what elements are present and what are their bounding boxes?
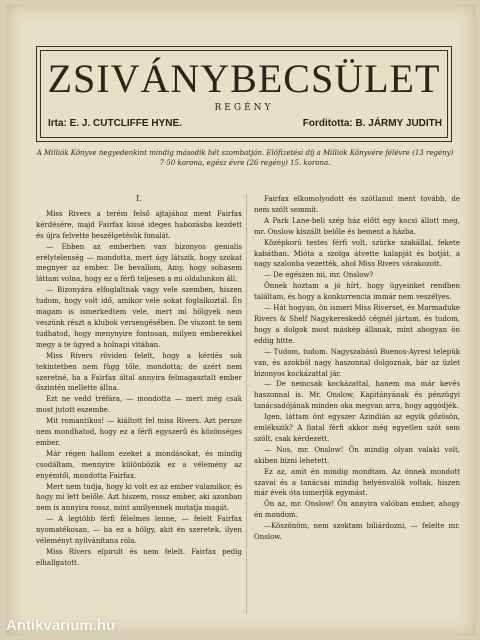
paragraph: Miss Rivers a terém felső ajtajához ment Fairfax kérdésére, majd Fairfax kissé ideges habozásba kezdett és újra felvette beszélgetésük fonalát.: [36, 209, 242, 240]
subscription-notice: A Milliók Könyve negyedenkint mindig második hét szombatján. Előfizetési díj a Milliók Könyvére félévre (13 regény) 7·50 korona, egész évre (26 regény) 15. korona.: [36, 149, 454, 167]
paragraph: Már régen hallom ezeket a mondásokat, és mindig csodáltam, mennyire különbözik ez a vélemény az enyémtől, mondotta Fairfax.: [36, 449, 242, 480]
paragraph: Mit romantikus! — kiáltott fel miss Rivers. Azt persze nem mondhatod, hogy ez a férfi egyszerű és közönséges ember.: [36, 417, 242, 447]
paragraph: Ön az, mr. Onslow! Ön annyira valóban ember, ahogy én mondom.: [254, 500, 460, 520]
paragraph: — De nemcsak kockázattal, hanem ma már kevés haszonnal is. Mr. Onslow, Kapitányának és pénzügyi tanácsadójának minden oka megvan arra, hogy aggódjék.: [254, 380, 460, 411]
paragraph: A Park Lane-beli szép ház előtt egy kocsi állott meg, mr. Onslow kiszállt belőle és bement a házba.: [254, 216, 460, 236]
paragraph: Fairfax elkomolyodott és szótlanul ment tovább, de nem szólt semmit.: [254, 195, 460, 214]
genre-label: REGÉNY: [214, 103, 274, 113]
paragraph: — A legtöbb férfi félelmes lenne, — felelt Fairfax nyomatékosan, — ha ez a hölgy, akit én szeretek, ilyen véleményt nyilvánítana róla.: [36, 515, 242, 546]
paragraph: — Tudom, tudom. Nagyszabású Buenos-Ayresi telepük van, és azokból nagy haszonnal dolgoznak, bár az üzlet bizonyos kockázattal jár.: [254, 347, 460, 378]
translator-credit: Forditotta: B. JÁRMY JUDITH: [302, 118, 442, 129]
paragraph: Miss Rivers elpirult és nem felelt. Fairfax pedig elhallgatott.: [36, 548, 242, 567]
document-page: [6, 4, 476, 636]
paragraph: Mert nem tudja, hogy ki volt ez az ember valamikor, és hogy mi lett belőle. Azt hiszem, rossz ember, aki azonban nem is annyira rossz, mint amilyennek mutatja magát.: [36, 482, 242, 513]
paragraph: Ez az, amit én mindig mondtam. Az önnek mondott szavai és a tanácsai mindig helyénvalók voltak, hiszen már évek óta ismerjük egymást.: [254, 467, 460, 498]
paragraph: — De egészen mi, mr. Onslow?: [264, 271, 374, 280]
text-column-right: [254, 194, 460, 624]
paragraph: — Nos, mr. Onslow! Ön mindig olyan valaki volt, akiben bízni lehetett.: [254, 445, 460, 465]
paragraph: — Ebben az emberben van bizonyos genialis erélytelenség — mondotta, mert úgy látszik, hogy szokat megnyer az ember. De bevallom, Amy, hogy sohasem láttam volna, hogy ez a férfi teljesen a mi oldalunkon áll.: [36, 242, 242, 284]
paragraph: — Bizonyára elfoglaltnak vagy vele szemben, hiszen tudom, hogy volt idő, amikor vele sokat foglalkoztál. Én magam is ismerkedtem vele, mert mi hölgyek nem veszünk részt a klubok versengésében. De viszont te sem tudhatod, hogy menynyire fontosan, milyen emberekkel megy a te ügyed a holnapi vitában.: [36, 286, 242, 349]
paragraph: —Köszönöm, nem szoktam biliárdozni, — felelte mr. Onslow.: [254, 522, 460, 542]
paragraph: Ezt ne vedd tréfára, — mondotta — mert még csak most jutott eszembe.: [36, 395, 242, 415]
page-title: ZSIVÁNYBECSÜLET: [47, 56, 441, 101]
paragraph: Középkorú testes férfi volt, szürke szakállal, fekete kabátban. Mióta a szolga átvette kalapját és botját, a nagy szalonba vezették, ahol Miss Rivers várakozott.: [254, 238, 460, 269]
author-credit: Irta: E. J. CUTCLIFFE HYNE.: [48, 118, 182, 129]
watermark: Antikvarium.hu: [6, 617, 116, 634]
paragraph: Önnek hoztam a jó hírt, hogy ügyeinket rendben találtam, és hogy a konkurrencia immár nem veszélyes.: [254, 282, 460, 302]
chapter-number: I.: [136, 194, 142, 203]
paragraph: — Hát hogyan, ön ismeri Miss Riverset, és Marmaduke Rivers & Shelf Nagykereskedő cégnél jártam, és tudom, hogy a dolgok most máskép állanak, mint ahogyan ön eddig hitte.: [254, 304, 460, 345]
paragraph: Igen, láttam önt egyszer Azindián az egyik gőzösön, emlékszik? A fiatal férfi akkor még egyetlen szót sem szólt, csak kérdezett.: [254, 413, 460, 443]
column-divider: [246, 194, 247, 614]
text-column-left: [36, 194, 242, 624]
paragraph: Miss Rivers röviden felelt, hogy a kérdés sok tekintetben nem függ tőle, mondotta; de azért nem szeretné, ha a Fairfax által annyira felmagasztalt ember őszintén mellette állna.: [36, 351, 242, 393]
